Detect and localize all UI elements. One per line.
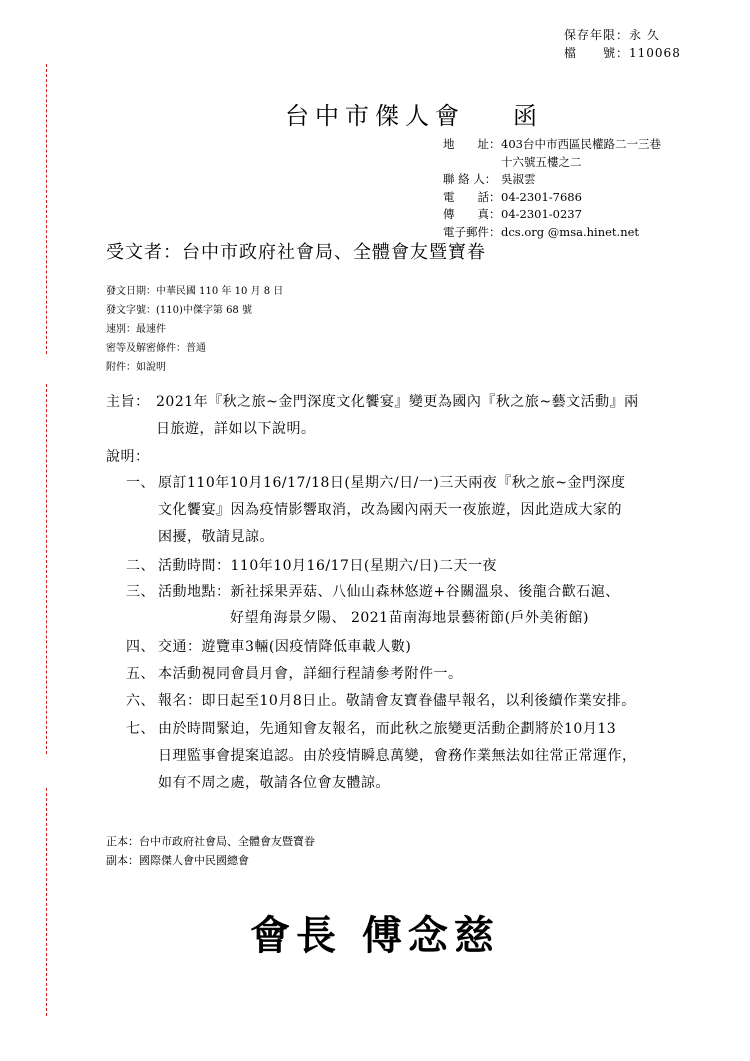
item-number: 五、 — [126, 666, 155, 682]
issue-date: 發文日期：中華民國 110 年 10 月 8 日 — [106, 286, 284, 297]
issue-number: 發文字號：(110)中傑字第 68 號 — [106, 305, 252, 316]
document-meta — [106, 282, 283, 377]
attachment-note: 附件：如說明 — [106, 362, 166, 373]
contact-block — [443, 136, 661, 241]
item-line: 原訂110年10月16/17/18日(星期六/日/一)三天兩夜『秋之旅~金門深度 — [158, 475, 626, 491]
contact-person-label: 聯 絡 人： — [443, 172, 497, 186]
item-number: 七、 — [126, 721, 155, 737]
item-line: 活動地點：新社採果弄菇、八仙山森林悠遊+谷關溫泉、後龍合歡石滬、 — [158, 584, 620, 600]
address-line1: 403台中市西區民權路二一三巷 — [501, 137, 661, 151]
address-label: 地 址： — [443, 137, 501, 151]
contact-person-value: 吳淑雲 — [501, 172, 536, 186]
phone-row — [443, 189, 661, 207]
phone-value: 04-2301-7686 — [501, 189, 582, 204]
subject-line-2: 日旅遊，詳如以下說明。 — [156, 421, 316, 437]
item-line: 如有不周之處，敬請各位會友體諒。 — [158, 775, 390, 791]
item-number: 三、 — [126, 584, 155, 600]
org-name: 台中市傑人會 — [285, 102, 465, 130]
urgency: 速別：最速件 — [106, 324, 166, 335]
subject-label: 主旨： — [106, 394, 150, 410]
item-line: 本活動視同會員月會，詳細行程請參考附件一。 — [158, 666, 463, 682]
item-line: 文化饗宴』因為疫情影響取消，改為國內兩天一夜旅遊，因此造成大家的 — [158, 502, 622, 518]
signature: 會長 傅念慈 — [250, 913, 500, 959]
document-title — [285, 96, 543, 131]
item-number: 六、 — [126, 693, 155, 709]
email-label: 電子郵件： — [443, 224, 501, 239]
item-number: 一、 — [126, 475, 155, 491]
item-line: 好望角海景夕陽、 2021苗南海地景藝術節(戶外美術館) — [230, 610, 590, 626]
margin-line-bottom — [46, 788, 47, 1016]
retention-value: 永 久 — [629, 28, 660, 42]
fax-label: 傳 真： — [443, 207, 501, 221]
retention-period — [564, 26, 660, 43]
phone-label: 電 話： — [443, 189, 501, 204]
file-number — [564, 44, 681, 61]
margin-line-middle — [46, 384, 47, 754]
subject-line-1: 2021年『秋之旅~金門深度文化饗宴』變更為國內『秋之旅~藝文活動』兩 — [156, 394, 639, 410]
distribution-main: 正本：台中市政府社會局、全體會友暨寶眷 — [106, 835, 315, 848]
retention-label: 保存年限： — [564, 28, 630, 42]
email-value: dcs.org @msa.hinet.net — [501, 224, 640, 239]
doc-type: 函 — [513, 102, 543, 130]
distribution-copy: 副本：國際傑人會中民國總會 — [106, 854, 249, 867]
margin-line-top — [46, 64, 47, 354]
item-line: 日理監事會提案追認。由於疫情瞬息萬變，會務作業無法如往常正常運作， — [158, 748, 637, 764]
address-row — [443, 136, 661, 154]
fax-row — [443, 206, 661, 224]
item-line: 報名：即日起至10月8日止。敬請會友寶眷儘早報名，以利後續作業安排。 — [158, 693, 636, 709]
item-line: 活動時間：110年10月16/17日(星期六/日)二天一夜 — [158, 558, 498, 574]
recipient: 受文者：台中市政府社會局、全體會友暨寶眷 — [106, 242, 486, 263]
item-line: 困擾，敬請見諒。 — [158, 529, 274, 545]
address-row-2 — [443, 154, 661, 172]
explanation-label: 說明： — [106, 449, 150, 465]
address-line2: 十六號五樓之二 — [501, 154, 582, 169]
classification: 密等及解密條件：普通 — [106, 343, 206, 354]
contact-person-row — [443, 171, 661, 189]
file-number-value: 110068 — [629, 46, 681, 60]
fax-value: 04-2301-0237 — [501, 207, 582, 221]
item-line: 交通：遊覽車3輛(因疫情降低車載人數) — [158, 639, 412, 655]
item-number: 二、 — [126, 558, 155, 574]
item-number: 四、 — [126, 639, 155, 655]
item-line: 由於時間緊迫，先通知會友報名，而此秋之旅變更活動企劃將於10月13 — [158, 721, 617, 737]
file-number-label: 檔 號： — [564, 46, 630, 60]
